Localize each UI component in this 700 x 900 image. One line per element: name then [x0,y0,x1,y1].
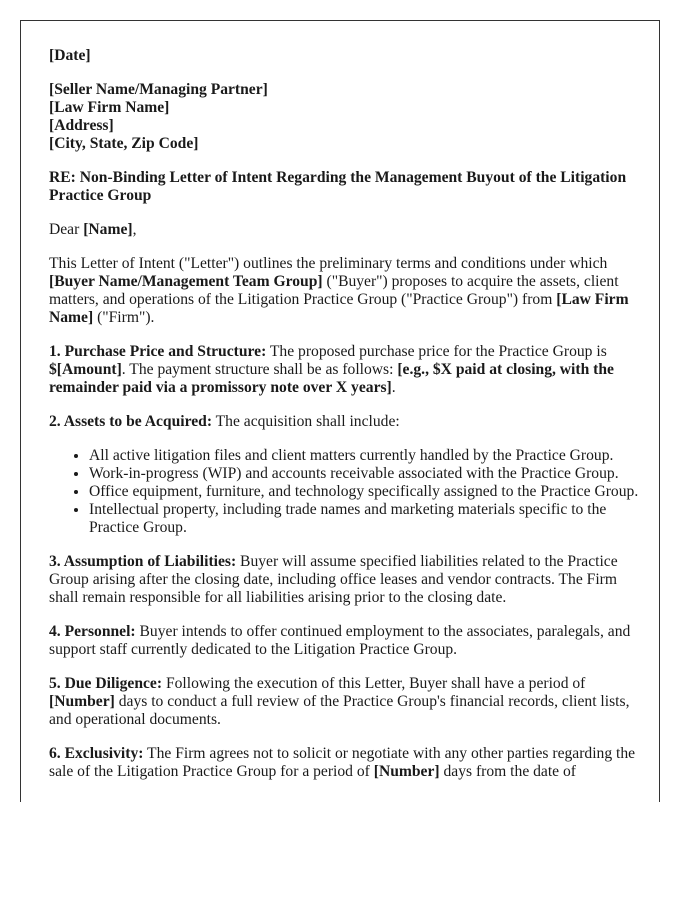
date-placeholder: [Date] [49,47,91,64]
list-item: • All active litigation files and client matters currently handled by the Practice Group. [89,447,639,465]
letter-body [49,47,639,797]
section-text: The Firm agrees not to solicit or negotiate with any other parties regarding the sale of the Litigation Practice Group for a period of [49,745,636,780]
number-placeholder: [Number] [373,763,440,780]
section-heading: 4. Personnel: [49,623,136,640]
section-purchase-price [49,343,639,397]
section-heading: 2. Assets to be Acquired: [49,413,213,430]
recipient-name: [Seller Name/Managing Partner] [49,81,268,98]
salutation-name: [Name] [83,221,133,238]
section-heading: 5. Due Diligence: [49,675,163,692]
intro-paragraph [49,255,639,327]
section-heading: 6. Exclusivity: [49,745,144,762]
section-text: The acquisition shall include: [212,413,400,430]
salutation-suffix: , [132,221,137,238]
number-placeholder: [Number] [49,693,115,710]
date-line [49,47,639,65]
list-item: • Intellectual property, including trade names and marketing materials specific to the Practice Group. [89,501,639,537]
document-page [20,20,660,802]
section-text: days to conduct a full review of the Practice Group's financial records, client lists, and operational documents. [49,693,630,728]
section-text: . [391,379,396,396]
firm-placeholder: [Law Firm Name] [49,291,629,326]
subject-line [49,169,639,205]
list-item: • Office equipment, furniture, and technology specifically assigned to the Practice Group. [89,483,639,501]
amount-placeholder: $[Amount] [49,361,122,378]
intro-text: ("Buyer") proposes to acquire the assets, client matters, and operations of the Litigation Practice Group ("Practice Group") from [49,273,619,308]
subject-text: RE: Non-Binding Letter of Intent Regarding the Management Buyout of the Litigation Practice Group [49,169,627,204]
payment-structure-placeholder: [e.g., $X paid at closing, with the remainder paid via a promissory note over X years] [49,361,614,396]
section-heading: 3. Assumption of Liabilities: [49,553,237,570]
intro-text: This Letter of Intent ("Letter") outlines the preliminary terms and conditions under which [49,255,608,272]
salutation-prefix: Dear [49,221,84,238]
section-text: The proposed purchase price for the Practice Group is [266,343,607,360]
section-text: Buyer will assume specified liabilities related to the Practice Group arising after the closing date, including office leases and vendor contracts. The Firm shall remain responsible for all liabilities arising prior to the closing date. [49,553,618,606]
buyer-placeholder: [Buyer Name/Management Team Group] [49,273,323,290]
section-personnel [49,623,639,659]
section-exclusivity [49,745,639,781]
recipient-address: [Address] [49,117,114,134]
section-text: Buyer intends to offer continued employment to the associates, paralegals, and support staff currently dedicated to the Litigation Practice Group. [49,623,631,658]
section-text: Following the execution of this Letter, Buyer shall have a period of [162,675,586,692]
section-due-diligence [49,675,639,729]
recipient-city-state-zip: [City, State, Zip Code] [49,135,199,152]
intro-text: ("Firm"). [93,309,155,326]
section-text: . The payment structure shall be as follows: [121,361,398,378]
salutation [49,221,639,239]
section-heading: 1. Purchase Price and Structure: [49,343,267,360]
section-text: days from the date of [439,763,576,780]
recipient-firm: [Law Firm Name] [49,99,170,116]
assets-list [49,447,639,537]
list-item: • Work-in-progress (WIP) and accounts receivable associated with the Practice Group. [89,465,639,483]
section-liabilities [49,553,639,607]
section-assets [49,413,639,431]
recipient-block [49,81,639,153]
